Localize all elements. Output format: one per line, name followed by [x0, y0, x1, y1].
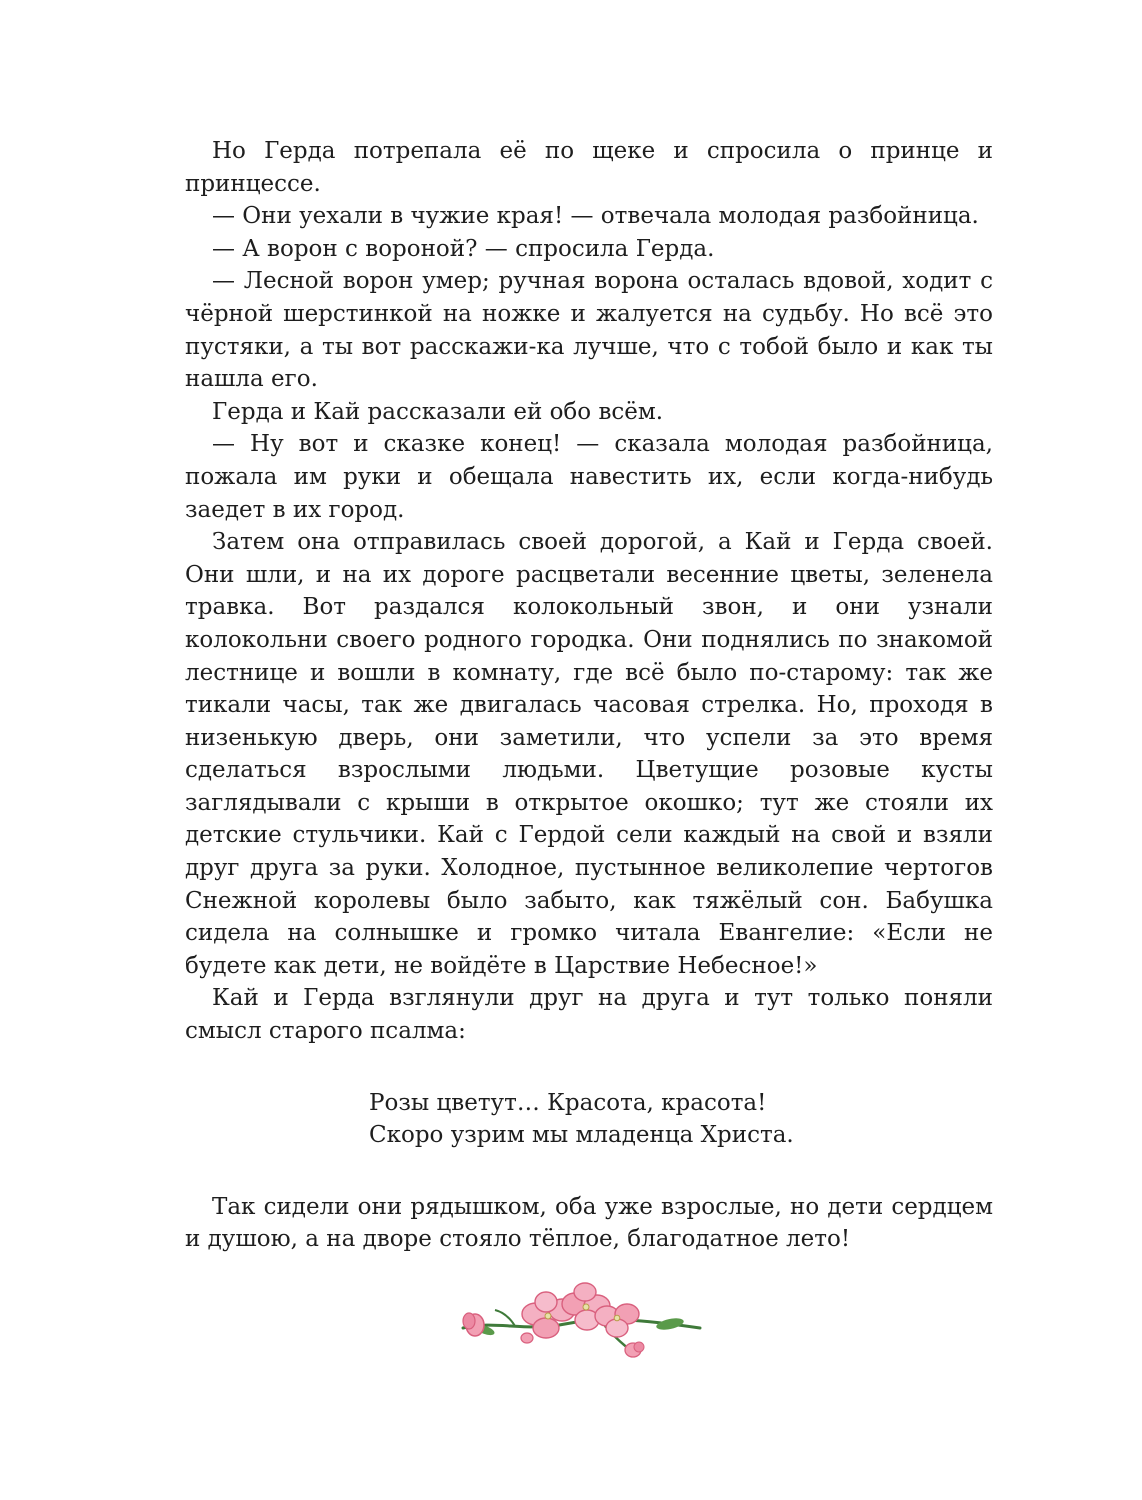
paragraph: Герда и Кай рассказали ей обо всём. [212, 398, 664, 425]
psalm-verse [185, 1087, 993, 1152]
paragraph: Но Герда потрепала её по щеке и спросила о принце и принцессе. [185, 138, 993, 197]
paragraph: Затем она отправилась своей дорогой, а Кай и Герда своей. Они шли, и на их дороге расцветали весенние цветы, зеленела травка. Вот раздался колокольный звон, и они узнали колокольни своего родного городка. Они поднялись по знакомой лестнице и вошли в комнату, где всё было по-старому: так же тикали часы, так же двигалась часовая стрелка. Но, проходя в низенькую дверь, они заметили, что успели за это время сделаться взрослыми людьми. Цветущие розовые кусты заглядывали с крыши в открытое окошко; тут же стояли их детские стульчики. Кай с Гердой сели каждый на свой и взяли друг друга за руки. Холодное, пустынное великолепие чертогов Снежной королевы было забыто, как тяжёлый сон. Бабушка сидела на солнышке и громко читала Евангелие: «Если не будете как дети, не войдёте в Царствие Небесное!» [185, 529, 993, 979]
verse-line: Розы цветут… Красота, красота! [369, 1089, 767, 1116]
paragraph: — Ну вот и сказке конец! — сказала молодая разбойница, пожала им руки и обещала навестить их, если когда-нибудь заедет в их город. [185, 431, 993, 523]
paragraph: — А ворон с вороной? — спросила Герда. [212, 235, 715, 262]
paragraph: — Они уехали в чужие края! — отвечала молодая разбойница. [212, 203, 979, 230]
paragraph: Кай и Герда взглянули друг на друга и тут только поняли смысл старого псалма: [185, 985, 993, 1045]
verse-line: Скоро узрим мы младенца Христа. [369, 1122, 794, 1149]
pink-flower-branch-icon [455, 1280, 705, 1360]
story-text [185, 135, 993, 1256]
closing-paragraph: Так сидели они рядышком, оба уже взрослые, но дети сердцем и душою, а на дворе стояло тёплое, благодатное лето! [185, 1193, 993, 1253]
paragraph: — Лесной ворон умер; ручная ворона осталась вдовой, ходит с чёрной шерстинкой на ножке и жалуется на судьбу. Но всё это пустяки, а ты вот расскажи-ка лучше, что с тобой было и как ты нашла его. [185, 268, 993, 393]
